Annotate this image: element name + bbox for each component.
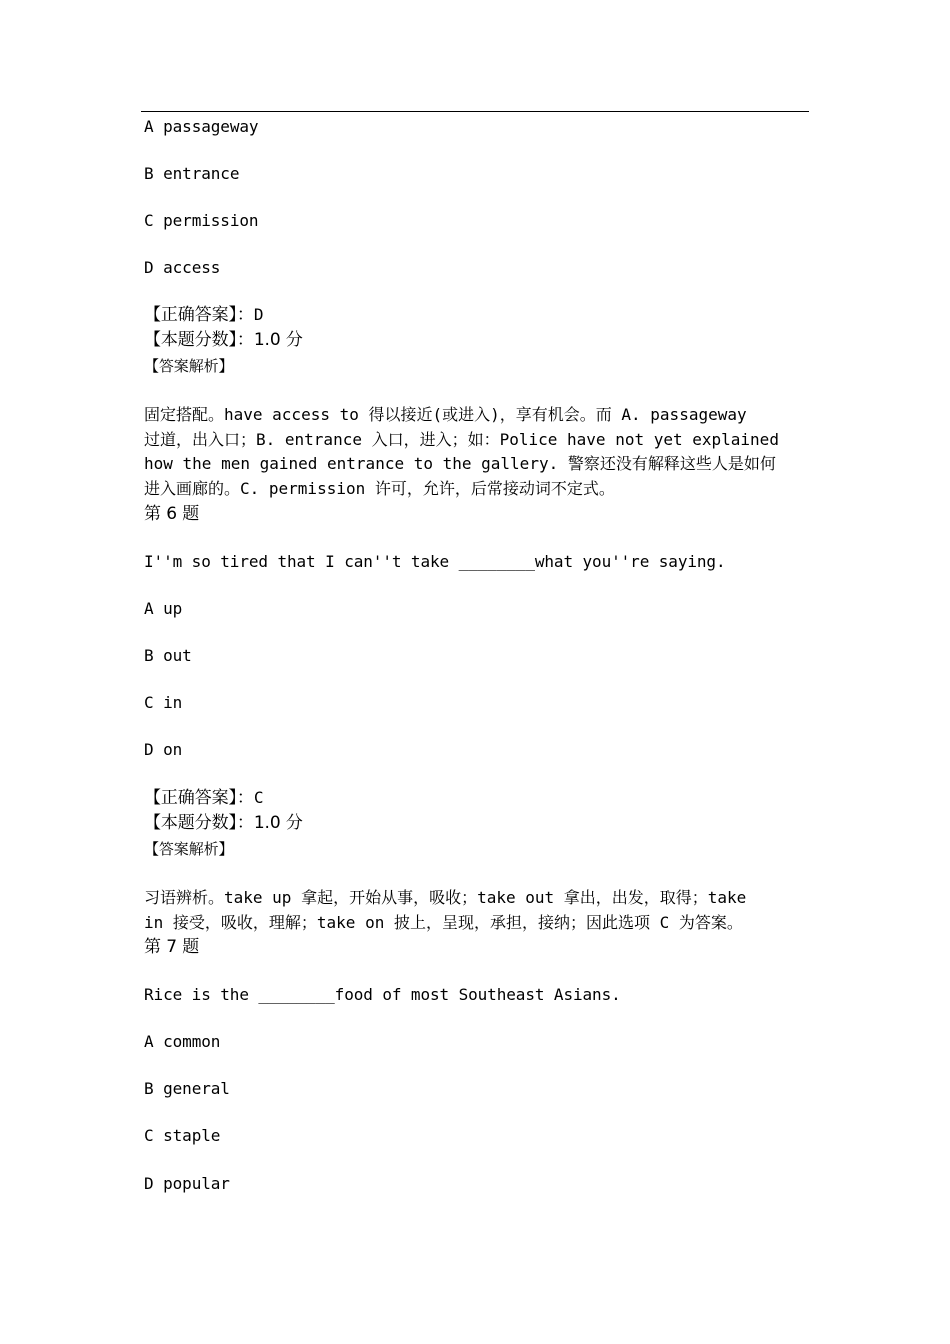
q6-analysis-label: 【答案解析】 [144, 840, 234, 858]
q6-analysis-line: in 接受，吸收，理解；take on 披上，呈现，承担，接纳；因此选项 C 为答案。 [144, 912, 743, 932]
top-rule [141, 111, 809, 112]
q7-option-b: B general [144, 1079, 230, 1098]
q6-option-a: A up [144, 599, 183, 618]
q7-stem: Rice is the ________food of most Southeast Asians. [144, 985, 621, 1004]
q6-option-b: B out [144, 646, 192, 665]
q5-analysis-line: 过道，出入口；B. entrance 入口，进入；如：Police have not yet explained [144, 429, 779, 449]
q5-option-a: A passageway [144, 117, 259, 136]
q5-analysis-line: 进入画廊的。C. permission 许可，允许，后常接动词不定式。 [144, 478, 615, 498]
q6-analysis [144, 886, 812, 935]
q6-option-d: D on [144, 740, 183, 759]
q5-option-d: D access [144, 258, 221, 277]
q5-analysis-line: 固定搭配。have access to 得以接近(或进入)，享有机会。而 A. passageway [144, 405, 747, 424]
q5-option-b: B entrance [144, 164, 240, 183]
q5-option-c: C permission [144, 211, 259, 230]
q6-correct-answer: 【正确答案】：C [144, 788, 264, 808]
q5-analysis-line: how the men gained entrance to the gallery. 警察还没有解释这些人是如何 [144, 454, 776, 473]
q5-analysis [144, 403, 812, 501]
q7-option-d: D popular [144, 1174, 230, 1193]
q5-analysis-label: 【答案解析】 [144, 357, 234, 375]
q5-correct-answer: 【正确答案】：D [144, 305, 264, 325]
q6-analysis-line: 习语辨析。take up 拿起，开始从事，吸收；take out 拿出，出发，取得；take [144, 888, 747, 907]
q5-score: 【本题分数】：1.0 分 [144, 330, 303, 350]
q7-option-c: C staple [144, 1126, 221, 1145]
q6-stem: I''m so tired that I can''t take ________what you''re saying. [144, 552, 726, 571]
q6-title: 第 6 题 [144, 504, 200, 524]
q6-option-c: C in [144, 693, 183, 712]
q6-score: 【本题分数】：1.0 分 [144, 813, 303, 833]
q7-title: 第 7 题 [144, 937, 200, 957]
q7-option-a: A common [144, 1032, 221, 1051]
